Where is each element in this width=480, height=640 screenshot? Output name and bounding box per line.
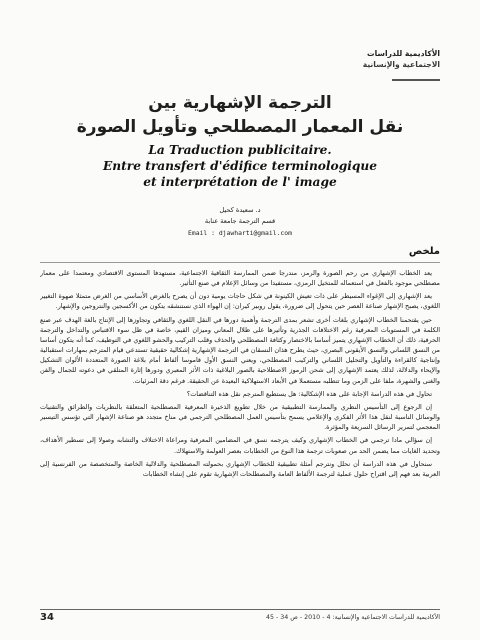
journal-name-line1: الأكاديمية للدراسات — [367, 49, 440, 58]
summary-paragraph: إن الرجوع إلى التأسيس النظري والممارسة التطبيقية من خلال تطويع الذخيرة المعرفية المصطلحية المتعلقة بالنظريات والطرائق والتقنيات والوسائل الناسبة لنقل هذا الأثر الفكري والإعلامي يسمح بتأسيس العمل المصطلحي الترجمي في مناخ متجدد هو صناعة الإشهار التي تؤسس التيسير المعجمي لتمرير الرسائل السريعة والمؤثرة. — [40, 402, 440, 432]
page-footer — [40, 611, 440, 625]
arabic-title-line1: الترجمة الإشهارية بين — [148, 93, 332, 113]
author-affiliation: قسم الترجمة جامعة عنابة — [204, 217, 276, 225]
summary-heading: ملخص — [408, 246, 440, 257]
french-title-line2: Entre transfert d'édifice terminologique — [103, 159, 377, 173]
summary-paragraph: تحاول في هذه الدراسة الإجابة على هذه الإشكالية: هل يستطيع المترجم نقل هذه التناقضات؟ — [186, 389, 432, 398]
summary-paragraph: إن سؤالي مادا ترجمي في الخطاب الإشهاري وكيف يترجمه نسق في المضامين المعرفية ومراعاة الاختلاف والتشابه وصولا إلى تسطير الأهداف، وتحديد الغايات مما يضمن الحد من صعوبات ترجمة هذا النوع من الخطابات بعصر العولمة والاستهلاك. — [40, 436, 440, 455]
author-name: د. سعيدة كحيل — [219, 206, 261, 214]
journal-name-line2: الاجتماعية والإنسانية — [362, 60, 440, 69]
author-email: Email : djawharti@gmail.com — [188, 229, 292, 237]
journal-header — [363, 48, 440, 70]
summary-paragraph: سنحاول في هذه الدراسة أن نحلل ونترجم أمثلة تطبيقية للخطاب الإشهاري بحمولته المصطلحية والدلالية الخاصة والمتخصصة من الفرنسية إلى العربية بعد فهم إلى اقتراح حلول عملية لترجمة الألفاظ العامة والمصطلحات الإشهارية تقوم على إنشاء الخطابات — [40, 459, 440, 478]
journal-header-rule — [392, 79, 440, 81]
summary-paragraph: يعد الخطاب الإشهاري من رحم الصورة والرمز، مندرجا ضمن الممارسة الثقافية الاجتماعية، مستهدفا المستوى الاقتصادي ومعتمدا على معمار مصطلحي موجود بالفعل في استعماله للمتخيل الرمزي، مستفيدا من وسائل الإعلام في صنع التأثير. — [40, 269, 440, 288]
footer-divider — [40, 609, 440, 610]
page-number: 34 — [40, 612, 54, 623]
summary-paragraph: يعد الإشهاري إلى الإغواء المسيطر على ذات تعيش الكينونة في شكل حاجات يومية دون أن يصرح بالغرض الأساسي من الغرض متمثلا صهوة التغيير اللغوي، يصبح الإشهار صناعة العصر حين يتحول إلى ضرورة، يقول روبير كيران: إن الهواء الذي نستنشقه يتكون من الأكسجين والنتروجين والإشهار. — [40, 292, 440, 311]
french-title-line1: La Traduction publicitaire. — [148, 143, 332, 157]
french-title-line3: et interprétation de l' image — [143, 175, 337, 189]
summary-paragraph: حين يقتحمنا الخطاب الإشهاري بلغات أخرى تشعر بمدى الترجمة وأهمية دورها في النقل اللغوي والثقافي وتجاوزها إلى الإنتاج بالغة الهدف عبر صنع الكلمة في المستويات المعرفية رغم الاختلافات الجذرية وتأثيرها على ظلال المعاني وميزان القيم، خاصة في ظل سوء الاقتباس والتداخل والترجمة الحرفية، ذلك أن الخطاب الإشهاري يتميز أساسا بالاختصار وكثافة المصطلحي والحذف وقلب التركيب والحشو اللغوي في التوظيف، كما أنه يتكون أساسا من النسق اللساني والنسق الأيقوني البصري، حيث يطرح هذان النسقان في الترجمة الإشهارية إشكالية حقيقية تستدعي قيام المترجم بمهارات استقبالية وإنتاجية كالقراءة والتأويل والتحليل اللساني والتركيب المصطلحي، ويعني النسق الأول قاموسا ألفاظ أمام بلاغة الصورة المتعددة الألوان التشكيل والإيحاء والدلالة، لذلك يعتمد الإشهاري إلى شحن الرموز الاصطلاحية بالصور البلاغية ذات الأثر المعبري ودورها إثارة المتلقي في دعوته للجمال والفن والغنى والشهرة، ملفا على الزمن وما تتطلبه مستعملا في الأبعاد الاستهلاكية البعيدة عن الحقيقة. فرغم دقة المرئيات. — [40, 315, 440, 385]
journal-reference: الأكاديمية للدراسات الاجتماعية والإنسانية: 4 - 2010 - ص 34 - 45 — [265, 614, 440, 621]
summary-divider — [40, 262, 440, 263]
summary-body — [40, 268, 440, 606]
arabic-title-line2: نقل المعمار المصطلحي وتأويل الصورة — [76, 117, 404, 137]
